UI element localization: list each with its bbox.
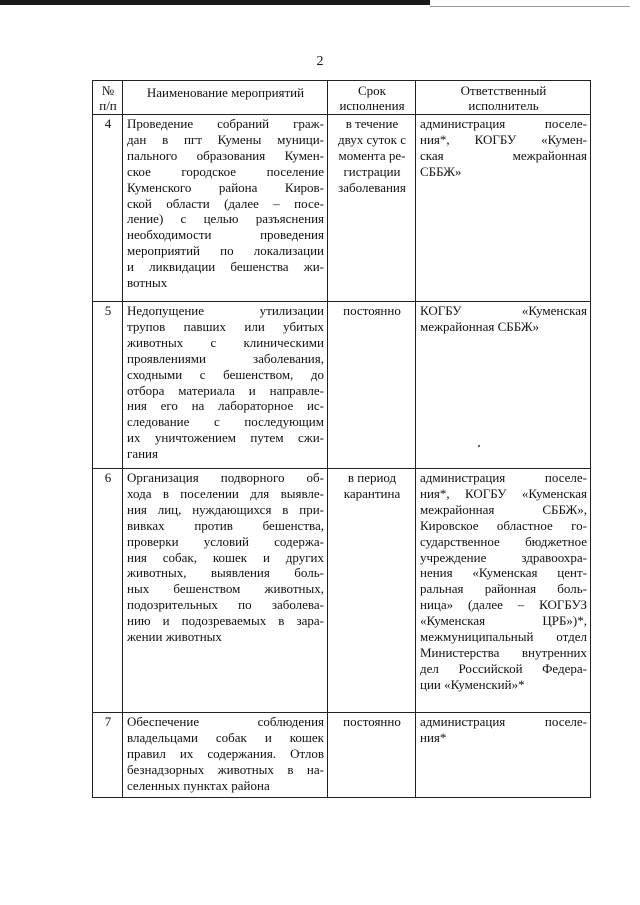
- activity-name-cell-line: ния лиц, нуждающихся в при-: [127, 501, 324, 517]
- responsible-cell-line: Министерства внутренних: [420, 644, 587, 660]
- activity-name-cell-line: вотных: [127, 275, 168, 291]
- activity-name-cell: [123, 302, 328, 469]
- responsible-cell-line: учреждение здравоохра-: [420, 549, 587, 565]
- responsible-cell-line: администрация поселе-: [420, 470, 587, 485]
- scan-speck: [478, 445, 480, 447]
- activity-name-cell-line: отбора материала и направле-: [127, 382, 324, 398]
- deadline-cell-line: постоянно: [343, 714, 401, 729]
- activity-name-cell-line: селенных пунктах района: [127, 777, 270, 793]
- header-activity-name-text: Наименование мероприятий: [146, 85, 305, 100]
- responsible-cell-line: межрайонная СББЖ»,: [420, 501, 587, 517]
- deadline-cell-line: в течение: [345, 116, 399, 131]
- responsible-cell-line: КОГБУ «Куменская: [420, 303, 587, 318]
- responsible-cell-line: сударственное бюджетное: [420, 533, 587, 549]
- responsible-cell: [416, 115, 591, 302]
- deadline-cell-line: карантина: [343, 485, 401, 501]
- header-deadline-line: Срок: [358, 83, 386, 98]
- deadline-cell-line: гистрации: [343, 163, 401, 179]
- responsible-cell: [416, 713, 591, 798]
- row-number: 7: [93, 713, 123, 798]
- scan-top-border-thin: [430, 6, 630, 7]
- table-header-row: [93, 81, 591, 115]
- activity-name-cell-line: проверки условий содержа-: [127, 533, 324, 549]
- responsible-cell-line: администрация поселе-: [420, 714, 587, 729]
- activity-name-cell-line: животных, выявления боль-: [127, 565, 324, 581]
- scan-top-border: [0, 0, 430, 5]
- responsible-cell-line: межмуниципальный отдел: [420, 629, 587, 645]
- responsible-cell: [416, 469, 591, 713]
- table-row: [93, 302, 591, 469]
- activity-name-cell-line: Организация подворного об-: [127, 470, 324, 485]
- row-number: 6: [93, 469, 123, 713]
- activity-name-cell-line: проявлениями заболевания,: [127, 350, 324, 366]
- activity-name-cell-line: вивках против бешенства,: [127, 517, 324, 533]
- table-row: [93, 713, 591, 798]
- responsible-cell-line: ния*: [420, 729, 447, 745]
- activity-name-cell: [123, 115, 328, 302]
- activity-name-cell-line: хода в поселении для выявле-: [127, 485, 324, 501]
- responsible-cell-line: «Куменская ЦРБ»)*,: [420, 613, 587, 629]
- table-row: [93, 115, 591, 302]
- activity-name-cell-line: ния собак, кошек и других: [127, 549, 324, 565]
- activity-name-cell-line: пального образования Кумен-: [127, 147, 324, 163]
- deadline-cell: [328, 469, 416, 713]
- responsible-cell-line: нения «Куменская цент-: [420, 565, 587, 581]
- responsible-cell-line: ния*, КОГБУ «Куменская: [420, 485, 587, 501]
- responsible-cell-line: ница» (далее – КОГБУЗ: [420, 597, 587, 613]
- deadline-cell-line: двух суток с: [337, 131, 406, 147]
- activity-name-cell-line: животных с клиническими: [127, 334, 324, 350]
- header-deadline-line: исполнения: [339, 98, 405, 113]
- activity-name-cell-line: ния его на лабораторное ис-: [127, 398, 324, 414]
- page-number: 2: [316, 54, 324, 69]
- deadline-cell-line: в период: [347, 470, 397, 485]
- activity-name-cell-line: ской области (далее – посе-: [127, 195, 324, 211]
- deadline-cell: [328, 302, 416, 469]
- responsible-cell-line: ния*, КОГБУ «Кумен-: [420, 131, 587, 147]
- activity-name-cell: [123, 713, 328, 798]
- deadline-cell-line: заболевания: [338, 179, 406, 195]
- activity-name-cell-line: нию и подозреваемых в зара-: [127, 613, 324, 629]
- deadline-cell-line: момента ре-: [338, 147, 406, 163]
- activity-name-cell-line: следование с последующим: [127, 414, 324, 430]
- activity-name-cell-line: гания: [127, 446, 158, 462]
- activity-name-cell-line: безнадзорных животных в на-: [127, 761, 324, 777]
- row-number: 5: [93, 302, 123, 469]
- activity-name-cell-line: жении животных: [127, 629, 222, 645]
- responsible-cell-line: межрайонная СББЖ»: [420, 318, 540, 334]
- activity-name-cell-line: Проведение собраний граж-: [127, 116, 324, 131]
- activity-name-cell: [123, 469, 328, 713]
- activity-name-cell-line: и ликвидации бешенства жи-: [127, 259, 324, 275]
- activity-name-cell-line: сходными с бешенством, до: [127, 366, 324, 382]
- header-responsible-line: исполнитель: [468, 98, 539, 113]
- activity-name-cell-line: владельцами собак и кошек: [127, 729, 324, 745]
- responsible-cell-line: администрация поселе-: [420, 116, 587, 131]
- activity-name-cell-line: трупов павших или убитых: [127, 318, 324, 334]
- deadline-cell: [328, 713, 416, 798]
- activity-name-cell-line: необходимости проведения: [127, 227, 324, 243]
- activity-name-cell-line: правил их содержания. Отлов: [127, 745, 324, 761]
- header-number-line: №: [101, 83, 115, 98]
- row-number: 4: [93, 115, 123, 302]
- table-row: [93, 469, 591, 713]
- activity-name-cell-line: Недопущение утилизации: [127, 303, 324, 318]
- header-number-line: п/п: [99, 98, 117, 113]
- activity-name-cell-line: мероприятий по локализации: [127, 243, 324, 259]
- activities-table: [92, 80, 591, 798]
- deadline-cell-line: постоянно: [343, 303, 401, 318]
- deadline-cell: [328, 115, 416, 302]
- responsible-cell-line: СББЖ»: [420, 163, 462, 179]
- responsible-cell-line: ральная районная боль-: [420, 581, 587, 597]
- responsible-cell-line: ции «Куменский»*: [420, 676, 525, 692]
- activity-name-cell-line: дан в пгт Кумены муници-: [127, 131, 324, 147]
- header-responsible-line: Ответственный: [460, 83, 547, 98]
- activity-name-cell-line: ление) с целью разъяснения: [127, 211, 324, 227]
- responsible-cell-line: ская межрайонная: [420, 147, 587, 163]
- activity-name-cell-line: их уничтожением путем сжи-: [127, 430, 324, 446]
- responsible-cell-line: Кировское областное го-: [420, 517, 587, 533]
- activity-name-cell-line: ское городское поселение: [127, 163, 324, 179]
- responsible-cell-line: дел Российской Федера-: [420, 660, 587, 676]
- activity-name-cell-line: Обеспечение соблюдения: [127, 714, 324, 729]
- header-responsible: [416, 81, 591, 115]
- header-deadline: [328, 81, 416, 115]
- activity-name-cell-line: подозрительных по заболева-: [127, 597, 324, 613]
- header-number: [93, 81, 123, 115]
- header-activity-name: [123, 81, 328, 115]
- activity-name-cell-line: Куменского района Киров-: [127, 179, 324, 195]
- responsible-cell: [416, 302, 591, 469]
- activity-name-cell-line: ных бешенством животных,: [127, 581, 324, 597]
